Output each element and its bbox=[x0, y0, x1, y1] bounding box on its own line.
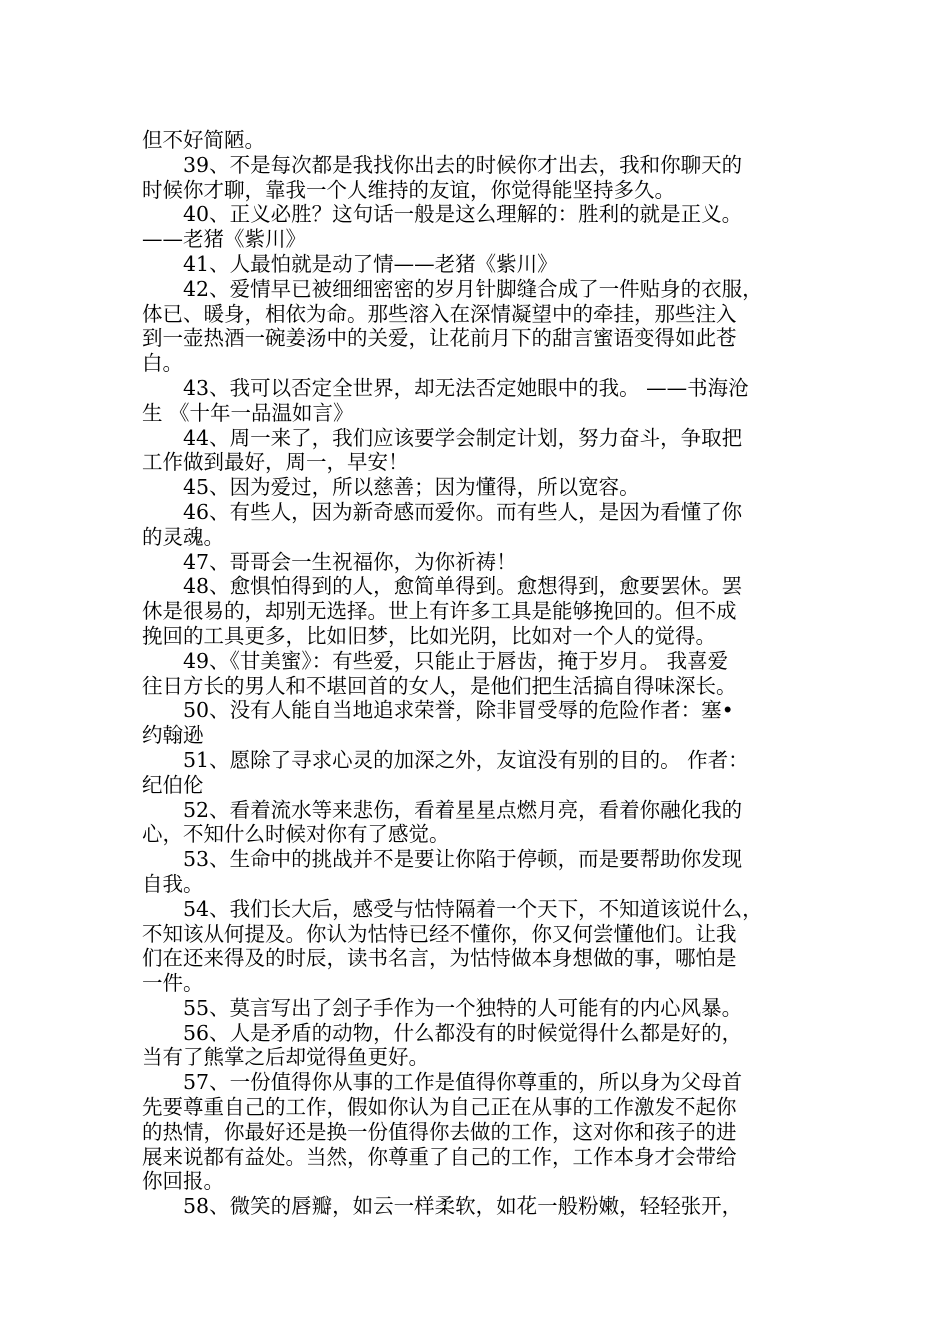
text-line: 39、不是每次都是我找你出去的时候你才出去，我和你聊天的 bbox=[183, 152, 743, 177]
text-line: 但不好简陋。 bbox=[142, 128, 265, 152]
paragraph-p43 bbox=[142, 376, 814, 426]
paragraph-p54 bbox=[142, 897, 814, 996]
text-line: 51、愿除了寻求心灵的加深之外，友谊没有别的目的。 作者： bbox=[183, 747, 749, 772]
text-line: 41、人最怕就是动了情——老猪《紫川》 bbox=[183, 251, 558, 276]
text-line: 展来说都有益处。当然，你尊重了自己的工作，工作本身才会带给 bbox=[142, 1144, 737, 1169]
text-line: 不知该从何提及。你认为怙恃已经不懂你，你又何尝懂他们。让我 bbox=[142, 921, 737, 946]
text-line: 43、我可以否定全世界，却无法否定她眼中的我。 ——书海沧 bbox=[183, 375, 749, 400]
text-line: 时候你才聊，靠我一个人维持的友谊，你觉得能坚持多久。 bbox=[142, 177, 675, 202]
paragraph-p42 bbox=[142, 277, 814, 376]
paragraph-p56 bbox=[142, 1021, 814, 1071]
text-line: ——老猪《紫川》 bbox=[142, 227, 306, 252]
text-line: 57、一份值得你从事的工作是值得你尊重的，所以身为父母首 bbox=[183, 1070, 743, 1095]
text-line: 53、生命中的挑战并不是要让你陷于停顿，而是要帮助你发现 bbox=[183, 847, 743, 872]
paragraph-p41 bbox=[142, 252, 814, 277]
text-line: 白。 bbox=[142, 351, 183, 376]
text-line: 55、莫言写出了刽子手作为一个独特的人可能有的内心风暴。 bbox=[183, 995, 743, 1020]
text-line: 们在还来得及的时辰，读书名言，为怙恃做本身想做的事，哪怕是 bbox=[142, 946, 737, 971]
text-line: 42、爱情早已被细细密密的岁月针脚缝合成了一件贴身的衣服， bbox=[183, 276, 763, 301]
text-line: 45、因为爱过，所以慈善；因为懂得，所以宽容。 bbox=[183, 475, 640, 500]
text-line: 47、哥哥会一生祝福你，为你祈祷！ bbox=[183, 549, 517, 574]
text-line: 自我。 bbox=[142, 871, 204, 896]
text-line: 48、愈惧怕得到的人，愈简单得到。愈想得到，愈要罢休。罢 bbox=[183, 574, 743, 599]
text-line: 44、周一来了，我们应该要学会制定计划，努力奋斗，争取把 bbox=[183, 425, 743, 450]
text-line: 休是很易的，却别无选择。世上有许多工具是能够挽回的。但不成 bbox=[142, 599, 737, 624]
text-line: 的灵魂。 bbox=[142, 524, 224, 549]
text-line: 的热情，你最好还是换一份值得你去做的工作，这对你和孩子的进 bbox=[142, 1119, 737, 1144]
text-line: 先要尊重自己的工作，假如你认为自己正在从事的工作激发不起你 bbox=[142, 1095, 737, 1120]
text-line: 体已、暖身，相依为命。那些溶入在深情凝望中的牵挂，那些注入 bbox=[142, 301, 737, 326]
text-line: 一件。 bbox=[142, 971, 204, 996]
paragraph-p39 bbox=[142, 153, 814, 203]
paragraph-p50 bbox=[142, 698, 814, 748]
document-page bbox=[142, 128, 814, 1219]
text-line: 当有了熊掌之后却觉得鱼更好。 bbox=[142, 1045, 429, 1070]
text-line: 往日方长的男人和不堪回首的女人，是他们把生活搞自得味深长。 bbox=[142, 673, 737, 698]
paragraph-p55 bbox=[142, 996, 814, 1021]
paragraph-p58 bbox=[142, 1194, 814, 1219]
text-line: 58、微笑的唇瓣，如云一样柔软，如花一般粉嫩，轻轻张开， bbox=[183, 1194, 743, 1219]
paragraph-p38 bbox=[142, 128, 814, 153]
text-line: 40、正义必胜？这句话一般是这么理解的：胜利的就是正义。 bbox=[183, 202, 743, 227]
paragraph-p45 bbox=[142, 475, 814, 500]
text-line: 52、看着流水等来悲伤，看着星星点燃月亮，看着你融化我的 bbox=[183, 797, 743, 822]
paragraph-p48 bbox=[142, 574, 814, 648]
text-line: 到一壶热酒一碗姜汤中的关爱，让花前月下的甜言蜜语变得如此苍 bbox=[142, 326, 737, 351]
text-line: 49、《甘美蜜》：有些爱，只能止于唇齿，掩于岁月。 我喜爱 bbox=[183, 648, 729, 673]
text-line: 工作做到最好，周一，早安！ bbox=[142, 450, 409, 475]
paragraph-p46 bbox=[142, 500, 814, 550]
text-line: 生 《十年一品温如言》 bbox=[142, 400, 354, 425]
text-line: 约翰逊 bbox=[142, 723, 204, 748]
text-line: 纪伯伦 bbox=[142, 772, 204, 797]
paragraph-p49 bbox=[142, 649, 814, 699]
paragraph-p51 bbox=[142, 748, 814, 798]
paragraph-p47 bbox=[142, 550, 814, 575]
paragraph-p52 bbox=[142, 798, 814, 848]
text-line: 心，不知什么时候对你有了感觉。 bbox=[142, 822, 450, 847]
paragraph-p57 bbox=[142, 1070, 814, 1194]
text-line: 46、有些人，因为新奇感而爱你。而有些人，是因为看懂了你 bbox=[183, 499, 743, 524]
text-line: 56、人是矛盾的动物，什么都没有的时候觉得什么都是好的， bbox=[183, 1020, 743, 1045]
text-line: 50、没有人能自当地追求荣誉，除非冒受辱的危险作者：塞• bbox=[183, 698, 734, 723]
text-line: 挽回的工具更多，比如旧梦，比如光阴，比如对一个人的觉得。 bbox=[142, 623, 716, 648]
paragraph-p40 bbox=[142, 202, 814, 252]
text-line: 你回报。 bbox=[142, 1169, 224, 1194]
text-line: 54、我们长大后，感受与怙恃隔着一个天下，不知道该说什么， bbox=[183, 896, 763, 921]
paragraph-p53 bbox=[142, 847, 814, 897]
paragraph-p44 bbox=[142, 426, 814, 476]
